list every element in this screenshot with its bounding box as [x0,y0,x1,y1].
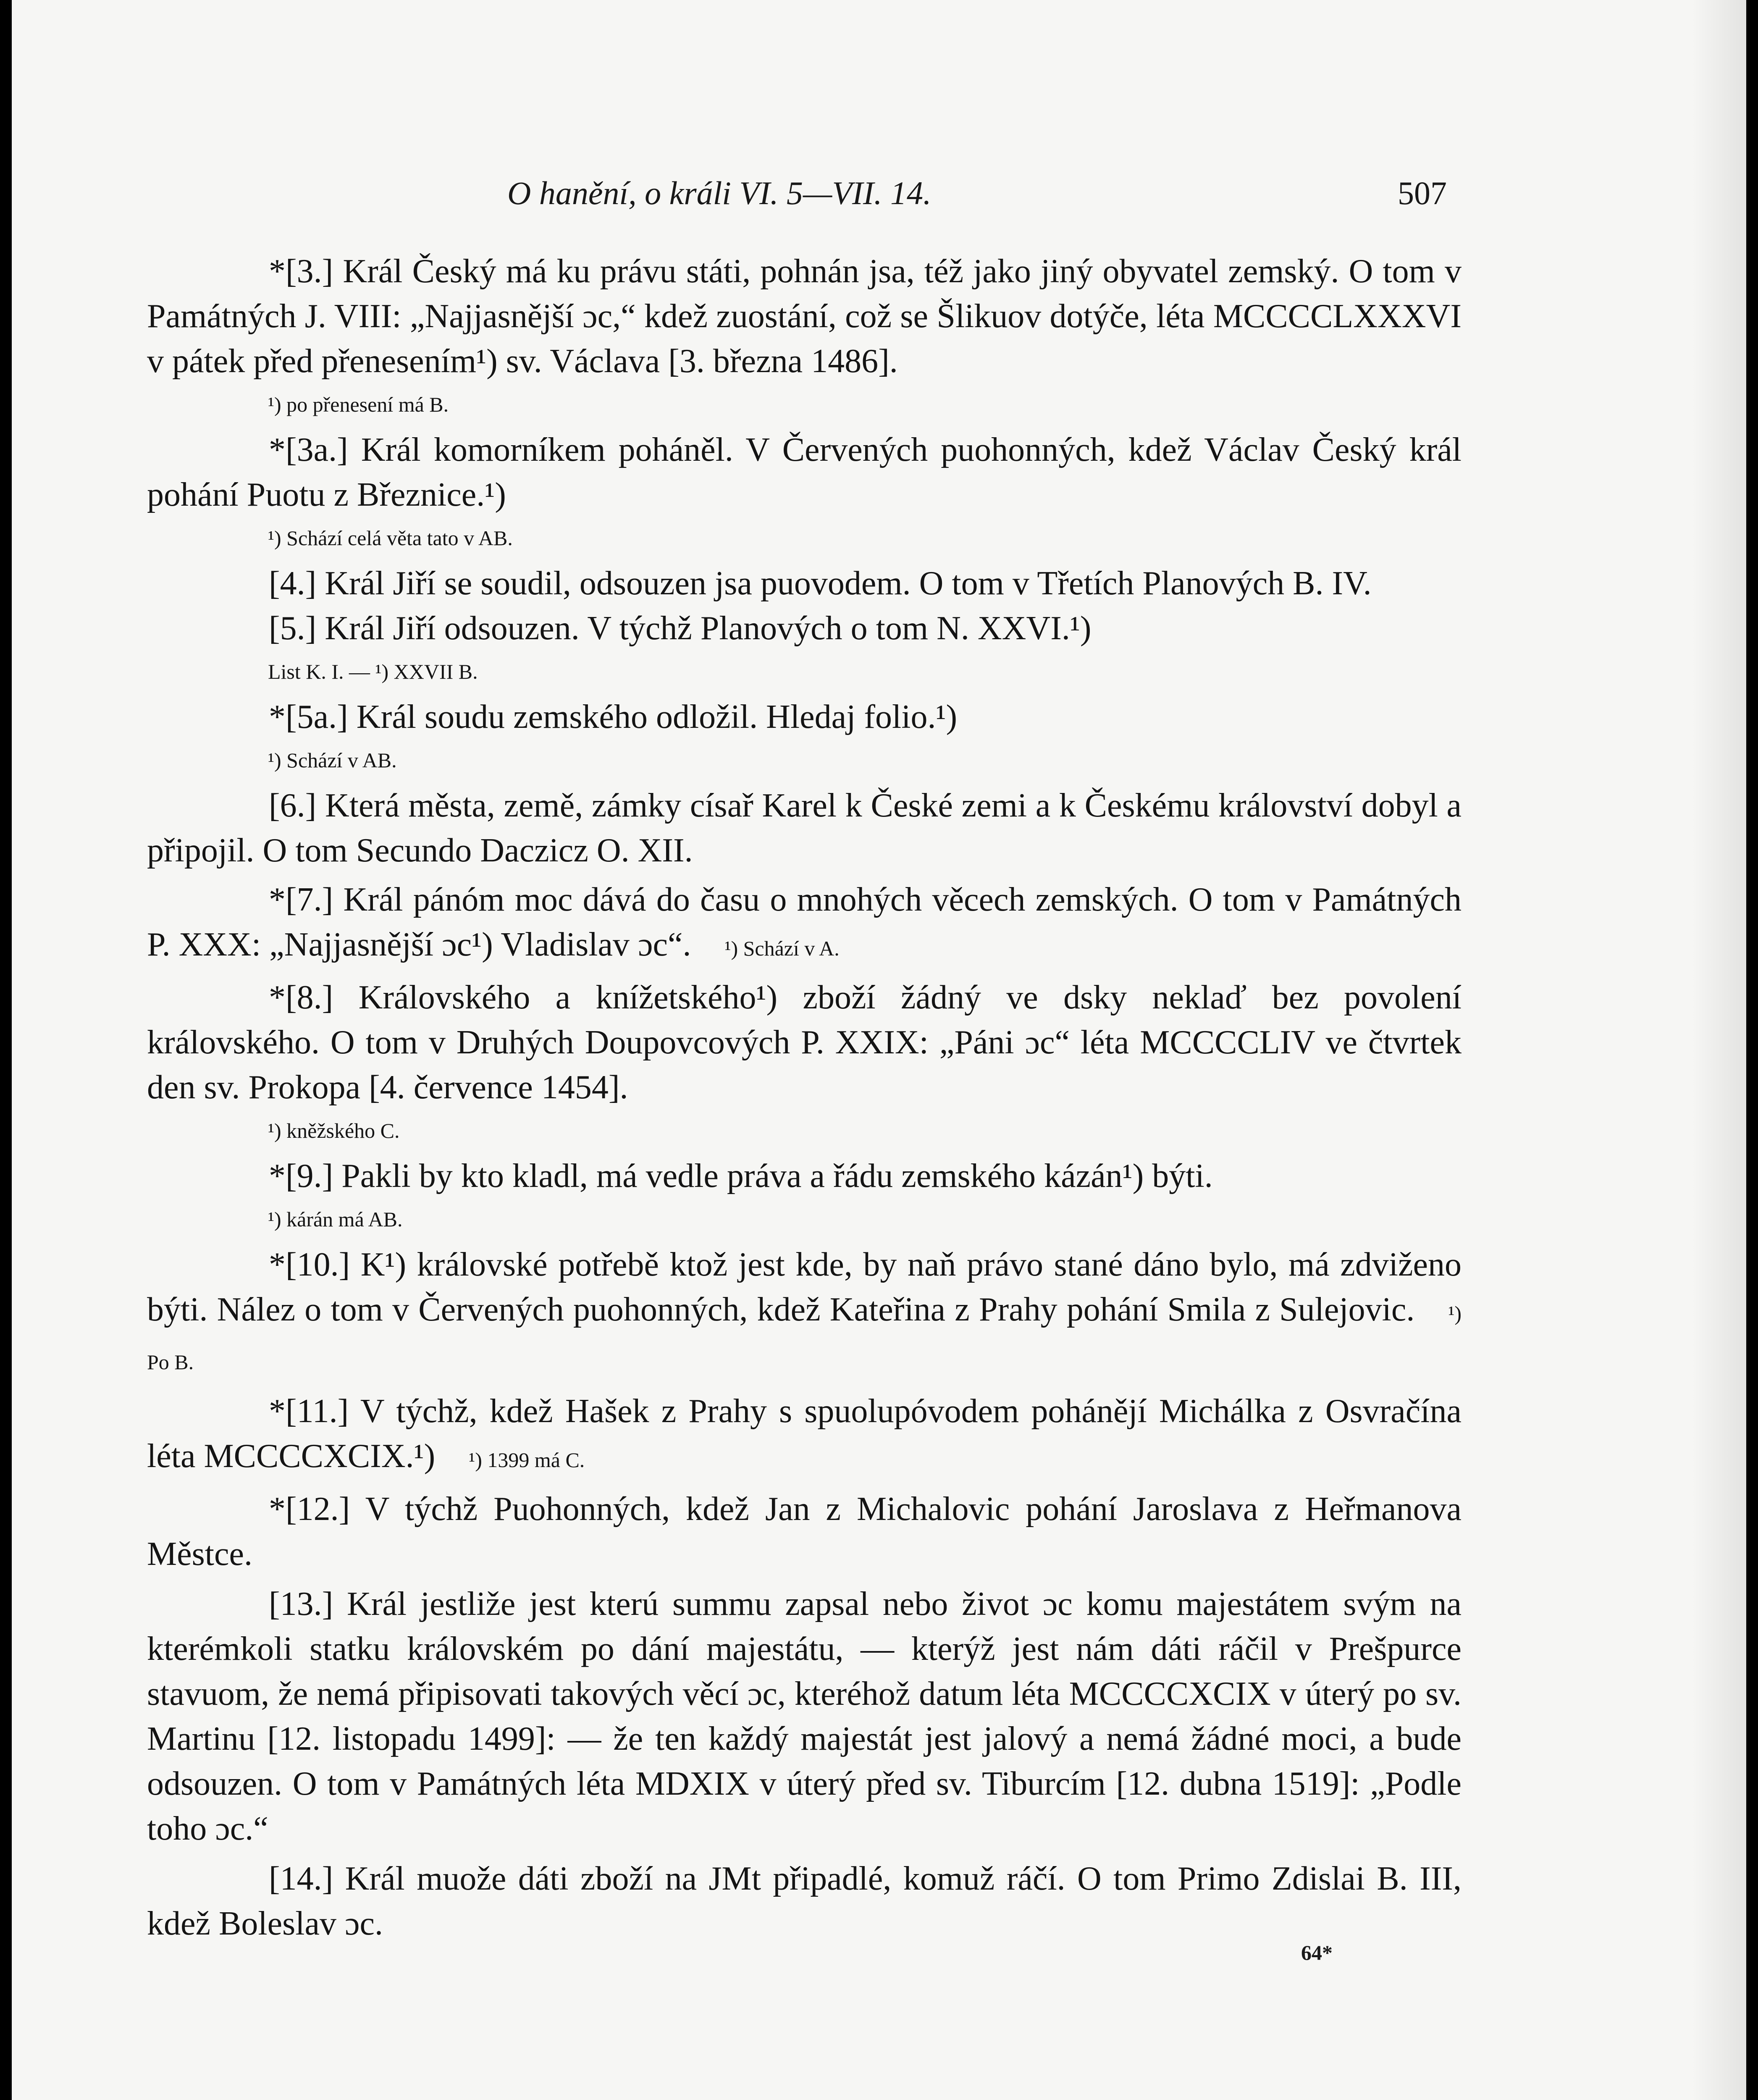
footnote-5: List K. I. — ¹) XXVII B. [268,660,478,683]
paragraph-14: [14.] Král muože dáti zboží na JMt připadlé, komuž ráčí. O tom Primo Zdislai B. III, kdež Boleslav ɔc. [147,1860,1462,1942]
page-header [12,174,1746,220]
footnote-3: ¹) po přenesení má B. [268,393,449,416]
footnote-11: ¹) 1399 má C. [469,1448,585,1472]
scanned-page [12,0,1746,2100]
paragraph-6: [6.] Která města, země, zámky císař Karel k České zemi a k Českému království dobyl a připojil. O tom Secundo Daczicz O. XII. [147,787,1462,869]
footnote-5a: ¹) Schází v AB. [268,748,397,772]
page-body [147,249,1462,1946]
scan-shadow [1692,0,1746,2100]
running-title: O hanění, o králi VI. 5—VII. 14. [507,175,931,211]
paragraph-11 [147,1389,1462,1483]
paragraph-7-text: *[7.] Král pánóm moc dává do času o mnohých věcech zemských. O tom v Památných P. XXX: „Najjasnější ɔc¹) Vladislav ɔc“. [147,881,1462,963]
paragraph-3: *[3.] Král Český má ku právu státi, pohnán jsa, též jako jiný obyvatel zemský. O tom v Památných J. VIII: „Najjasnější ɔc,“ kdež zuostání, což se Šlikuov dotýče, léta MCCCCLXXXVI v pátek před přenesením¹) sv. Václava [3. března 1486]. [147,253,1462,380]
footnote-8: ¹) kněžského C. [268,1119,400,1142]
paragraph-7 [147,877,1462,971]
paragraph-10-text: *[10.] K¹) královské potřebě ktož jest kde, by naň právo stané dáno bylo, má zdviženo býti. Nález o tom v Červených puohonných, kdež Kateřina z Prahy pohání Smila z Sulejovic. [147,1246,1462,1328]
paragraph-11-text: *[11.] V týchž, kdež Hašek z Prahy s spuolupóvodem pohánějí Michálka z Osvračína léta MCCCCXCIX.¹) [147,1393,1462,1475]
paragraph-3a: *[3a.] Král komorníkem poháněl. V Červených puohonných, kdež Václav Český král pohání Puotu z Březnice.¹) [147,431,1462,513]
paragraph-8: *[8.] Královského a knížetského¹) zboží žádný ve dsky neklaď bez povolení královského. O tom v Druhých Doupovcových P. XXIX: „Páni ɔc“ léta MCCCCLIV ve čtvrtek den sv. Prokopa [4. července 1454]. [147,979,1462,1106]
paragraph-10 [147,1242,1462,1385]
paragraph-12: *[12.] V týchž Puohonných, kdež Jan z Michalovic pohání Jaroslava z Heřmanova Městce. [147,1491,1462,1572]
footnote-10: ¹) Po B. [147,1302,1462,1374]
paragraph-4: [4.] Král Jiří se soudil, odsouzen jsa puovodem. O tom v Třetích Planových B. IV. [269,565,1372,602]
footnote-7: ¹) Schází v A. [724,937,840,960]
paragraph-5a: *[5a.] Král soudu zemského odložil. Hledaj folio.¹) [269,698,958,735]
paragraph-13: [13.] Král jestliže jest kterú summu zapsal nebo život ɔc komu majestátem svým na kterémkoli statku královském po dání majestátu, — kterýž jest nám dáti ráčil v Prešpurce stavuom, že nemá připisovati takových věcí ɔc, kteréhož datum léta MCCCCXCIX v úterý po sv. Martinu [12. listopadu 1499]: — že ten každý majestát jest jalový a nemá žádné moci, a bude odsouzen. O tom v Památných léta MDXIX v úterý před sv. Tiburcím [12. dubna 1519]: „Podle toho ɔc.“ [147,1586,1462,1847]
footnote-9: ¹) kárán má AB. [268,1208,403,1231]
signature-mark: 64* [1301,1941,1333,1964]
page-number: 507 [1398,175,1447,211]
paragraph-9: *[9.] Pakli by kto kladl, má vedle práva a řádu zemského kázán¹) býti. [269,1158,1213,1194]
footnote-3a: ¹) Schází celá věta tato v AB. [268,526,513,550]
paragraph-5: [5.] Král Jiří odsouzen. V týchž Planových o tom N. XXVI.¹) [269,610,1092,647]
